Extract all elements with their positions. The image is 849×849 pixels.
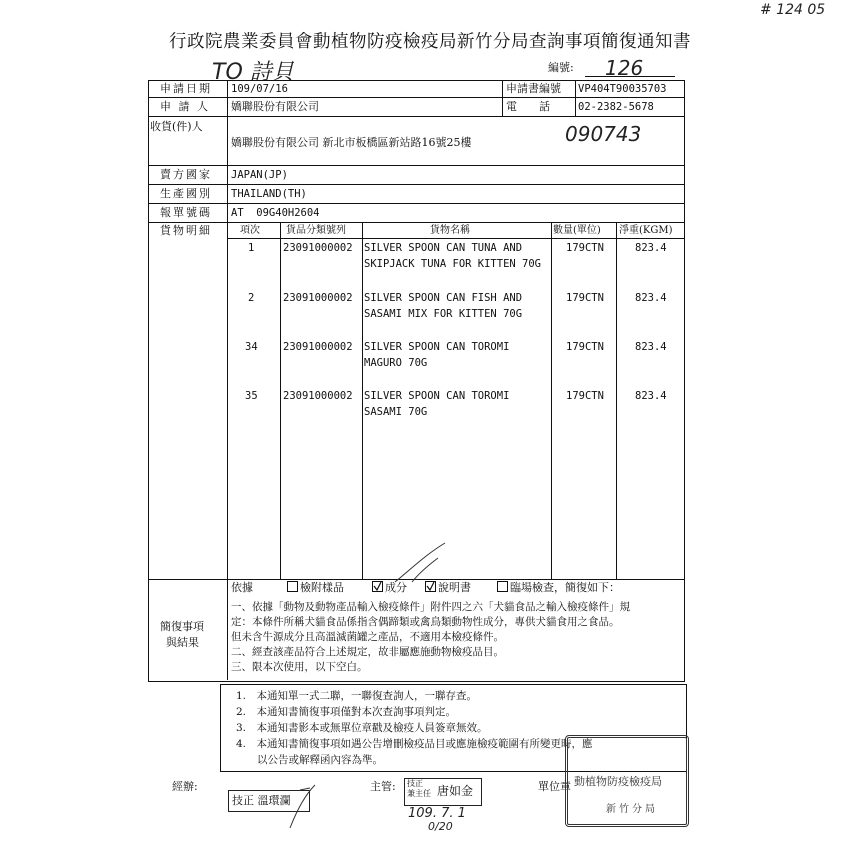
row-goods-name-line2: MAGURO 70G: [364, 357, 428, 369]
row-net-weight: 823.4: [635, 390, 667, 402]
goods-header-name: 貨物名稱: [430, 225, 470, 236]
row-goods-name-line2: SASAMI MIX FOR KITTEN 70G: [364, 308, 523, 320]
row-net-weight: 823.4: [635, 341, 667, 353]
ingredients-option-label: 成分: [385, 581, 407, 594]
row-goods-name-line2: SKIPJACK TUNA FOR KITTEN 70G: [364, 258, 542, 270]
origin-country-label: 生產國別: [160, 187, 212, 200]
phone-label: 電 話: [506, 100, 550, 113]
basis-option-inspection: [497, 581, 620, 595]
sample-option-label: 檢附樣品: [300, 581, 344, 594]
row-hs-code: 23091000002: [283, 242, 353, 254]
row-goods-name-line1: SILVER SPOON CAN TOROMI: [364, 341, 510, 353]
handler-stamp-text: 技正 溫環瀾: [232, 794, 291, 807]
supervisor-stamp-title: 技正 兼主任: [407, 779, 431, 798]
note-3: 3. 本通知書影本或無單位章戳及檢疫人員簽章無效。: [236, 722, 488, 734]
serial-number: 126: [605, 56, 644, 80]
row-goods-name-line2: SASAMI 70G: [364, 406, 428, 418]
handwritten-sign-mark: 0/20: [428, 820, 453, 833]
goods-header-weight: 淨重(KGM): [619, 225, 673, 236]
reply-line-4: 二、經查該產品符合上述規定，故非屬應施動物檢疫品目。: [231, 646, 504, 658]
row-item-number: 35: [245, 390, 258, 402]
goods-header-quantity: 數量(單位): [553, 225, 601, 236]
goods-header-code: 貨品分類號列: [286, 225, 346, 236]
note-5: 以公告或解釋函內容為準。: [236, 754, 383, 766]
apply-date-label: 申請日期: [160, 82, 212, 95]
declaration-number-label: 報單號碼: [160, 206, 212, 219]
consignee-label: 收貨(件)人: [150, 120, 203, 133]
basis-option-ingredients: [372, 581, 407, 595]
applicant-value: 嬌聯股份有限公司: [231, 100, 319, 113]
unit-seal-label: 單位章: [538, 780, 571, 793]
applicant-label: 申 請 人: [160, 100, 210, 113]
row-net-weight: 823.4: [635, 242, 667, 254]
row-quantity: 179CTN: [566, 390, 604, 402]
handler-signature-mark: [285, 780, 325, 830]
reply-line-1: 一、依據「動物及動物產品輸入檢疫條件」附件四之六「犬貓食品之輸入檢疫條件」規: [231, 601, 630, 613]
supervisor-label: 主管:: [370, 780, 396, 793]
origin-country-value: THAILAND(TH): [231, 188, 307, 200]
handwritten-consignee-number: 090743: [565, 122, 642, 146]
row-item-number: 34: [245, 341, 258, 353]
handwritten-to-note: TO 詩貝: [212, 60, 294, 85]
row-hs-code: 23091000002: [283, 292, 353, 304]
serial-label: 編號:: [548, 61, 574, 74]
manual-option-label: 說明書: [438, 581, 471, 594]
row-item-number: 1: [248, 242, 255, 254]
reply-line-3: 但未含牛源成分且高溫滅菌罐之產品，不適用本檢疫條件。: [231, 631, 504, 643]
basis-option-sample: [287, 581, 344, 595]
phone-value: 02-2382-5678: [578, 101, 654, 113]
row-goods-name-line1: SILVER SPOON CAN TUNA AND: [364, 242, 523, 254]
supervisor-stamp-name: 唐如金: [437, 784, 474, 798]
reply-line-5: 三、限本次使用，以下空白。: [231, 661, 368, 673]
note-2: 2. 本通知書簡復事項僅對本次查詢事項判定。: [236, 706, 457, 718]
manual-checkbox-checked: [425, 581, 436, 592]
sample-checkbox: [287, 581, 298, 592]
unit-seal-text: 動植物防疫檢疫局: [574, 775, 662, 788]
row-goods-name-line1: SILVER SPOON CAN FISH AND: [364, 292, 523, 304]
handwritten-strike-mark: [390, 540, 450, 585]
seller-country-value: JAPAN(JP): [231, 169, 288, 181]
application-number-value: VP404T90035703: [578, 83, 667, 95]
row-item-number: 2: [248, 292, 255, 304]
reply-section-label-line1: 簡復事項: [160, 620, 204, 633]
application-number-label: 申請書編號: [506, 82, 561, 95]
note-1: 1. 本通知單一式二聯，一聯復查詢人，一聯存查。: [236, 690, 478, 702]
supervisor-stamp: [404, 778, 482, 806]
seller-country-label: 賣方國家: [160, 168, 212, 181]
row-hs-code: 23091000002: [283, 341, 353, 353]
basis-option-manual: [425, 581, 471, 595]
row-hs-code: 23091000002: [283, 390, 353, 402]
note-4: 4. 本通知書簡復事項如遇公告增刪檢疫品目或應施檢疫範圍有所變更時，應: [236, 738, 593, 750]
consignee-value: 嬌聯股份有限公司 新北市板橋區新站路16號25樓: [231, 136, 472, 149]
row-quantity: 179CTN: [566, 341, 604, 353]
handwritten-date: 109. 7. 1: [408, 806, 466, 821]
unit-seal-subtext: 新竹分局: [606, 804, 658, 815]
document-title: 行政院農業委員會動植物防疫檢疫局新竹分局查詢事項簡復通知書: [169, 32, 691, 52]
handwritten-reference-number: # 124 05: [760, 2, 826, 18]
unit-seal: [565, 735, 689, 827]
goods-details-label: 貨物明細: [160, 224, 212, 237]
basis-label: 依據: [231, 581, 253, 594]
reply-line-2: 定：本條件所稱犬貓食品係指含偶蹄類或禽鳥類動物性成分，專供犬貓食用之食品。: [231, 616, 620, 628]
handler-label: 經辦:: [172, 780, 198, 793]
row-net-weight: 823.4: [635, 292, 667, 304]
declaration-number-value: AT 09G40H2604: [231, 207, 320, 219]
ingredients-checkbox-checked: [372, 581, 383, 592]
apply-date-value: 109/07/16: [231, 83, 288, 95]
row-goods-name-line1: SILVER SPOON CAN TOROMI: [364, 390, 510, 402]
reply-section-label-line2: 與結果: [166, 636, 199, 649]
inspection-checkbox: [497, 581, 508, 592]
goods-header-item: 項次: [240, 225, 260, 236]
row-quantity: 179CTN: [566, 292, 604, 304]
inspection-option-label: 臨場檢查，簡復如下：: [510, 581, 620, 594]
row-quantity: 179CTN: [566, 242, 604, 254]
